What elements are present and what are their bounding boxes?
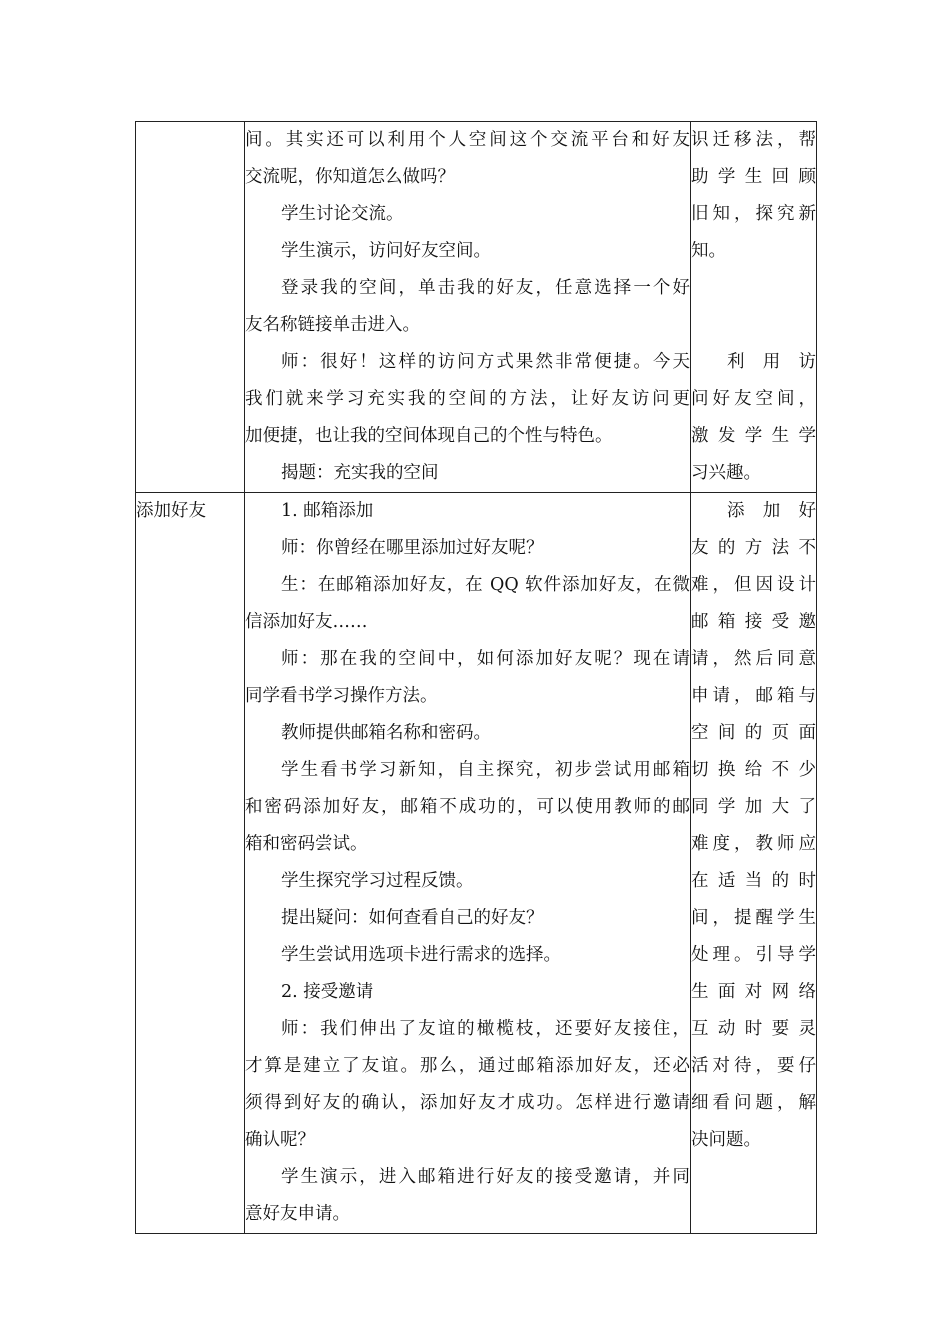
activity-line: 我们就来学习充实我的空间的方法，让好友访问更 [245, 389, 690, 409]
activity-line: 箱和密码尝试。 [245, 834, 368, 854]
activity-line: 师：那在我的空间中，如何添加好友呢？现在请 [281, 649, 690, 669]
note-line: 处理。引导学 [691, 945, 816, 965]
note-line: 细看问题，解 [691, 1093, 816, 1113]
activity-line: 师：我们伸出了友谊的橄榄枝，还要好友接住， [281, 1019, 690, 1039]
section-label-cell [136, 122, 245, 493]
design-intent-cell [691, 493, 817, 1234]
activity-line: 和密码添加好友，邮箱不成功的，可以使用教师的邮 [245, 797, 690, 817]
activity-cell [245, 122, 691, 493]
note-line: 请，然后同意 [691, 649, 816, 669]
activity-line: 才算是建立了友谊。那么，通过邮箱添加好友，还必 [245, 1056, 690, 1076]
activity-line: 1. 邮箱添加 [281, 501, 374, 521]
activity-line: 教师提供邮箱名称和密码。 [281, 723, 491, 743]
section-label-cell [136, 493, 245, 1234]
note-line: 决问题。 [691, 1130, 761, 1150]
activity-line: 学生看书学习新知，自主探究，初步尝试用邮箱 [281, 760, 690, 780]
note-line: 邮箱接受邀 [691, 612, 816, 632]
note-line: 问好友空间， [691, 389, 816, 409]
note-line: 习兴趣。 [691, 463, 761, 483]
lesson-plan-table [135, 121, 817, 1234]
note-line: 难度，教师应 [691, 834, 816, 854]
activity-line: 学生演示，访问好友空间。 [281, 241, 491, 261]
table-row [136, 122, 817, 493]
activity-line: 生：在邮箱添加好友，在 QQ 软件添加好友，在微 [281, 575, 690, 595]
section-label [136, 122, 244, 159]
activity-line: 意好友申请。 [245, 1204, 350, 1224]
note-spacer [691, 307, 816, 344]
activity-line: 确认呢？ [245, 1130, 315, 1150]
note-spacer [691, 270, 816, 307]
table-row [136, 493, 817, 1234]
note-line: 旧知，探究新 [691, 204, 816, 224]
note-line: 识迁移法，帮 [691, 130, 816, 150]
activity-line: 学生讨论交流。 [281, 204, 404, 224]
note-line: 同学加大了 [691, 797, 816, 817]
note-line: 申请，邮箱与 [691, 686, 816, 706]
note-line: 友的方法不 [691, 538, 816, 558]
note-line: 利用访 [727, 352, 816, 372]
activity-line: 友名称链接单击进入。 [245, 315, 420, 335]
note-line: 知。 [691, 241, 726, 261]
activity-line: 登录我的空间，单击我的好友，任意选择一个好 [281, 278, 690, 298]
note-line: 添加好 [727, 501, 816, 521]
note-line: 空间的页面 [691, 723, 816, 743]
note-line: 在适当的时 [691, 871, 816, 891]
activity-cell [245, 493, 691, 1234]
activity-line: 揭题：充实我的空间 [281, 463, 439, 483]
section-label: 添加好友 [136, 501, 206, 521]
activity-line: 信添加好友…… [245, 612, 368, 632]
note-line: 互动时要灵 [691, 1019, 816, 1039]
activity-line: 提出疑问：如何查看自己的好友？ [281, 908, 544, 928]
activity-line: 2. 接受邀请 [281, 982, 374, 1002]
activity-line: 学生演示，进入邮箱进行好友的接受邀请，并同 [281, 1167, 690, 1187]
note-line: 间，提醒学生 [691, 908, 816, 928]
note-line: 助学生回顾 [691, 167, 816, 187]
activity-line: 同学看书学习操作方法。 [245, 686, 438, 706]
note-line: 切换给不少 [691, 760, 816, 780]
note-line: 活对待，要仔 [691, 1056, 816, 1076]
note-line: 激发学生学 [691, 426, 816, 446]
note-line: 难，但因设计 [691, 575, 816, 595]
activity-line: 交流呢，你知道怎么做吗？ [245, 167, 455, 187]
note-line: 生面对网络 [691, 982, 816, 1002]
activity-line: 师：你曾经在哪里添加过好友呢？ [281, 538, 544, 558]
activity-line: 加便捷，也让我的空间体现自己的个性与特色。 [245, 426, 613, 446]
activity-line: 间。其实还可以利用个人空间这个交流平台和好友 [245, 130, 690, 150]
activity-line: 须得到好友的确认，添加好友才成功。怎样进行邀请 [245, 1093, 690, 1113]
activity-line: 师：很好！这样的访问方式果然非常便捷。今天 [281, 352, 690, 372]
activity-line: 学生尝试用选项卡进行需求的选择。 [281, 945, 561, 965]
activity-line: 学生探究学习过程反馈。 [281, 871, 474, 891]
design-intent-cell [691, 122, 817, 493]
